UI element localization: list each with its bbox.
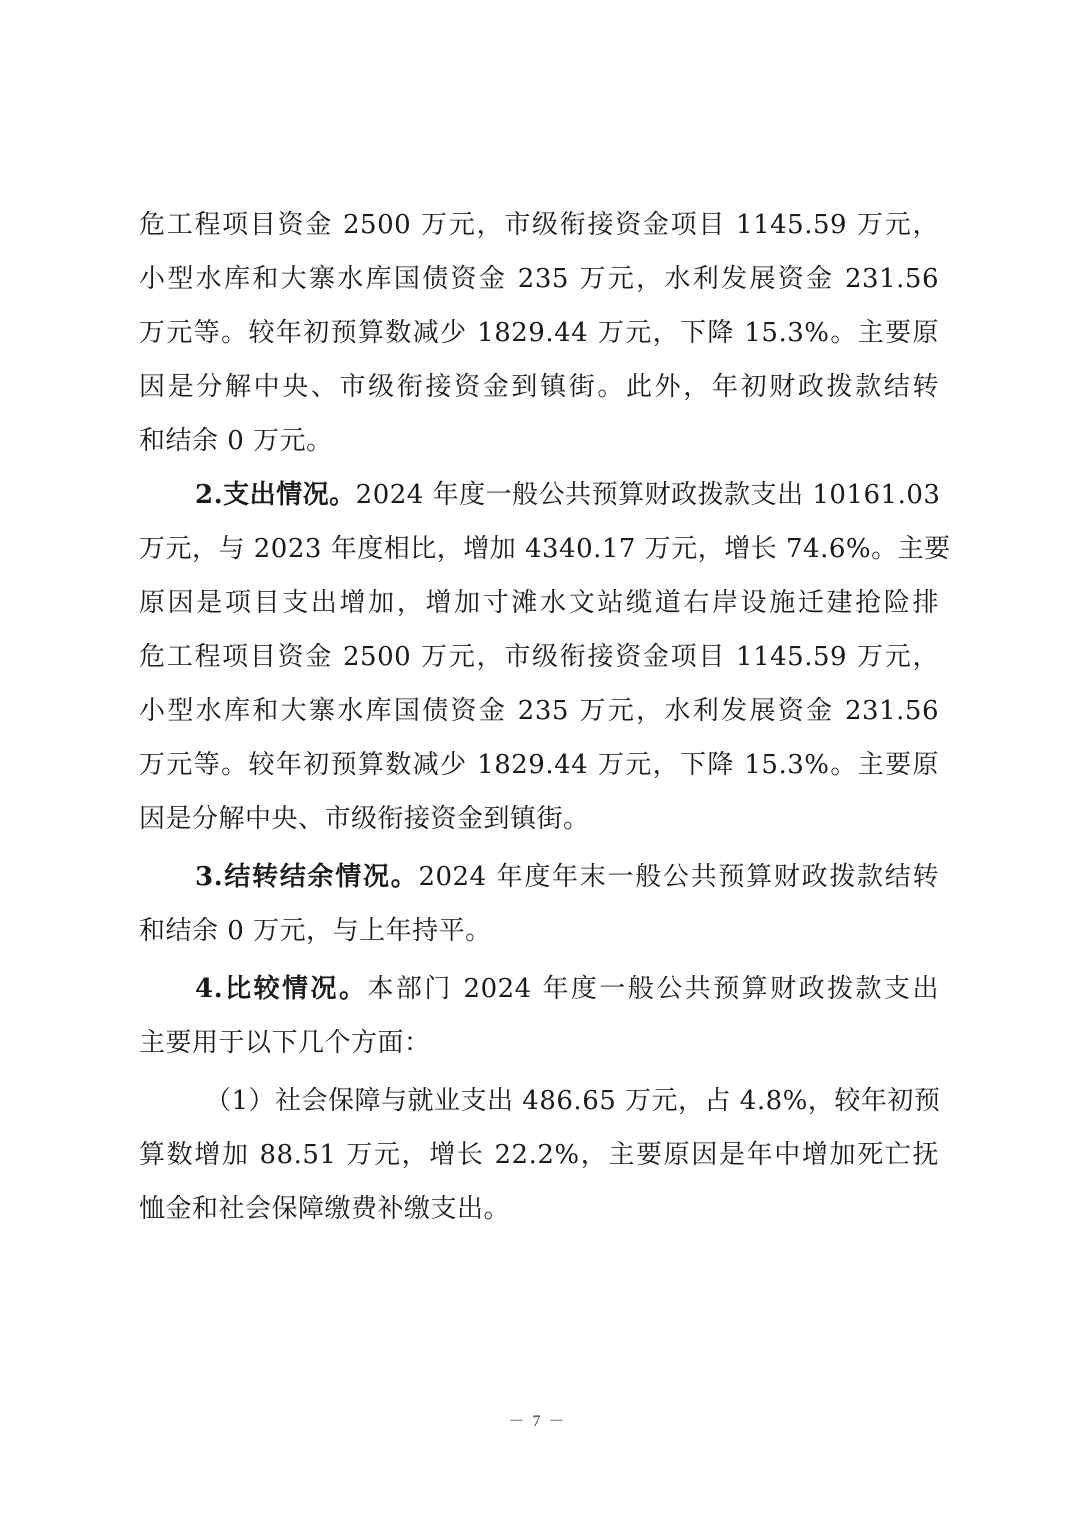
section-expenditure-first-line	[139, 468, 939, 522]
section-comparison-first-line	[139, 962, 939, 1016]
text-line: 原因是项目支出增加，增加寸滩水文站缆道右岸设施迁建抢险排	[139, 588, 939, 618]
text-line: 和结余 0 万元。	[139, 426, 333, 456]
section-heading-comparison: 4.比较情况。	[195, 974, 368, 1004]
text-line: 和结余 0 万元，与上年持平。	[139, 916, 492, 946]
text-line: 万元等。较年初预算数减少 1829.44 万元，下降 15.3%。主要原	[139, 750, 939, 780]
text-line: 小型水库和大寨水库国债资金 235 万元，水利发展资金 231.56	[139, 264, 939, 294]
text-line: 万元，与 2023 年度相比，增加 4340.17 万元，增长 74.6%。主要	[139, 534, 951, 564]
text-line: 因是分解中央、市级衔接资金到镇街。	[139, 804, 590, 834]
page-number: － 7 －	[508, 1413, 567, 1430]
text-line: 恤金和社会保障缴费补缴支出。	[139, 1194, 511, 1224]
text-span: 2024 年度年末一般公共预算财政拨款结转	[418, 862, 939, 892]
body-text	[139, 198, 951, 1236]
section-heading-expenditure: 2.支出情况。	[195, 480, 356, 510]
text-line: 主要用于以下几个方面：	[139, 1028, 431, 1058]
text-span: 本部门 2024 年度一般公共预算财政拨款支出	[367, 974, 939, 1004]
text-line: 因是分解中央、市级衔接资金到镇街。此外，年初财政拨款结转	[139, 372, 939, 402]
section-carryover-first-line	[139, 850, 939, 904]
text-line: 危工程项目资金 2500 万元，市级衔接资金项目 1145.59 万元，	[139, 642, 939, 672]
text-span: 2024 年度一般公共预算财政拨款支出 10161.03	[355, 480, 941, 510]
text-line: 危工程项目资金 2500 万元，市级衔接资金项目 1145.59 万元，	[139, 210, 939, 240]
section-heading-carryover: 3.结转结余情况。	[195, 862, 419, 892]
text-line: 小型水库和大寨水库国债资金 235 万元，水利发展资金 231.56	[139, 696, 939, 726]
text-line: 万元等。较年初预算数减少 1829.44 万元，下降 15.3%。主要原	[139, 318, 939, 348]
text-line: 算数增加 88.51 万元，增长 22.2%，主要原因是年中增加死亡抚	[139, 1140, 939, 1170]
text-line: （1）社会保障与就业支出 486.65 万元，占 4.8%，较年初预	[205, 1086, 941, 1116]
